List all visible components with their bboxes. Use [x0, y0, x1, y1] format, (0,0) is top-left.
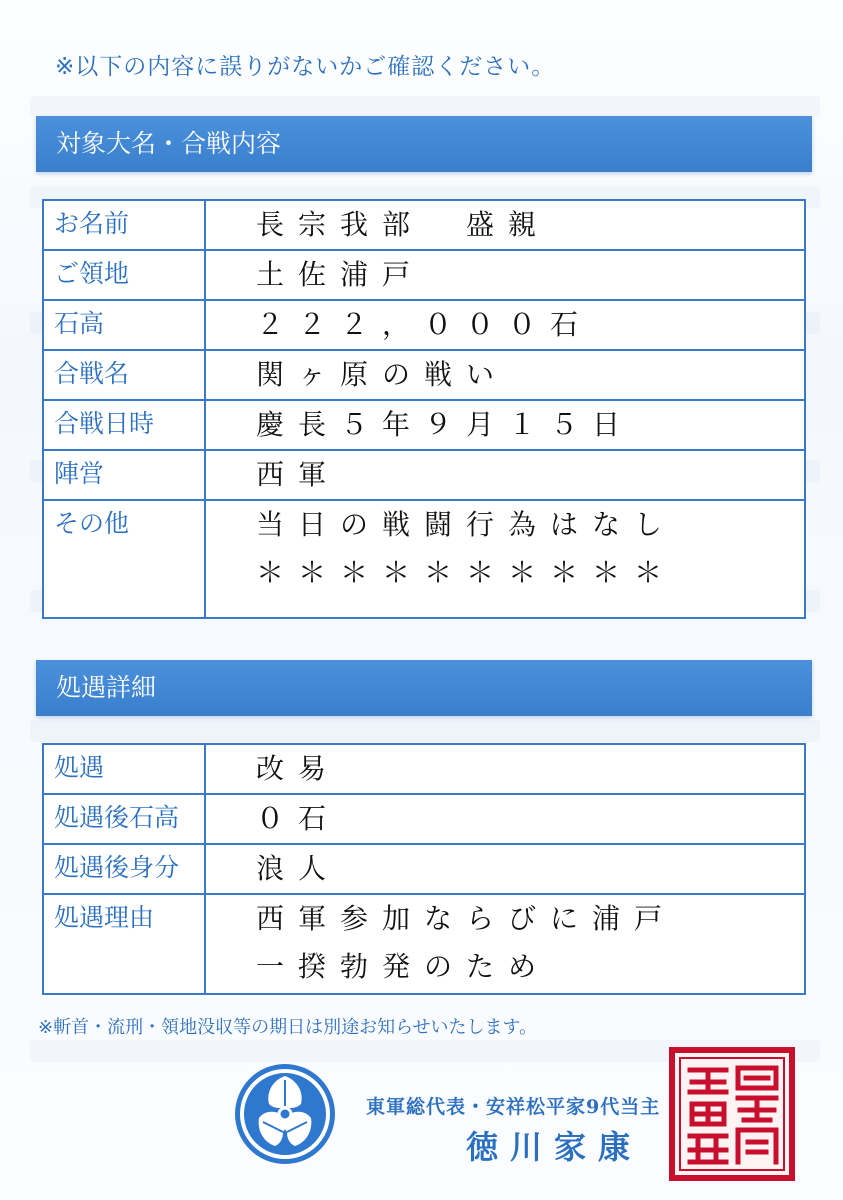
- row-label: 石高: [43, 300, 205, 350]
- row-label: お名前: [43, 200, 205, 250]
- row-value: [205, 744, 805, 794]
- confirmation-notice: ※以下の内容に誤りがないかご確認ください。: [55, 54, 556, 80]
- row-value: [205, 794, 805, 844]
- table-row: [43, 300, 805, 350]
- row-label: その他: [43, 500, 205, 618]
- aoi-crest-icon: [233, 1062, 337, 1166]
- row-value: [205, 250, 805, 300]
- row-label: 合戦日時: [43, 400, 205, 450]
- value-line: 土佐浦戸: [256, 258, 425, 291]
- signature-name: 徳川家康: [466, 1128, 643, 1166]
- row-label: 処遇後身分: [43, 844, 205, 894]
- table-row: [43, 894, 805, 994]
- value-line: 長宗我部 盛親: [256, 208, 551, 241]
- background-texture: [30, 96, 820, 118]
- treatment-table: [42, 743, 806, 995]
- row-value: [205, 894, 805, 994]
- table-row: [43, 400, 805, 450]
- value-line: 一揆勃発のため: [256, 950, 551, 983]
- row-value: [205, 200, 805, 250]
- row-label: ご領地: [43, 250, 205, 300]
- value-line: 西軍: [256, 458, 341, 491]
- value-line: ＊＊＊＊＊＊＊＊＊＊: [256, 556, 677, 589]
- schedule-notice: ※斬首・流刑・領地没収等の期日は別途お知らせいたします。: [38, 1017, 538, 1038]
- value-line: 慶長５年９月１５日: [256, 408, 635, 441]
- target-info-table: [42, 199, 806, 619]
- table-row: [43, 450, 805, 500]
- section-header-treatment: 処遇詳細: [36, 660, 812, 716]
- row-value: [205, 300, 805, 350]
- value-line: ２２２，０００石: [256, 308, 593, 341]
- row-value: [205, 350, 805, 400]
- table-row: [43, 500, 805, 618]
- value-line: 浪人: [256, 852, 341, 885]
- row-label: 処遇: [43, 744, 205, 794]
- background-texture: [30, 720, 820, 742]
- row-label: 陣営: [43, 450, 205, 500]
- table-row: [43, 350, 805, 400]
- value-line: 西軍参加ならびに浦戸: [256, 902, 677, 935]
- red-seal-icon: [668, 1046, 796, 1182]
- row-value: [205, 500, 805, 618]
- value-line: 関ヶ原の戦い: [256, 358, 509, 391]
- table-row: [43, 200, 805, 250]
- table-row: [43, 844, 805, 894]
- table-row: [43, 794, 805, 844]
- table-row: [43, 744, 805, 794]
- row-label: 処遇理由: [43, 894, 205, 994]
- signature-title: 東軍総代表・安祥松平家9代当主: [366, 1096, 661, 1118]
- row-value: [205, 400, 805, 450]
- row-value: [205, 844, 805, 894]
- row-label: 合戦名: [43, 350, 205, 400]
- table-row: [43, 250, 805, 300]
- value-line: 当日の戦闘行為はなし: [256, 508, 677, 541]
- section-header-target: 対象大名・合戦内容: [36, 116, 812, 172]
- row-label: 処遇後石高: [43, 794, 205, 844]
- row-value: [205, 450, 805, 500]
- value-line: 改易: [256, 752, 341, 785]
- value-line: ０石: [256, 802, 341, 835]
